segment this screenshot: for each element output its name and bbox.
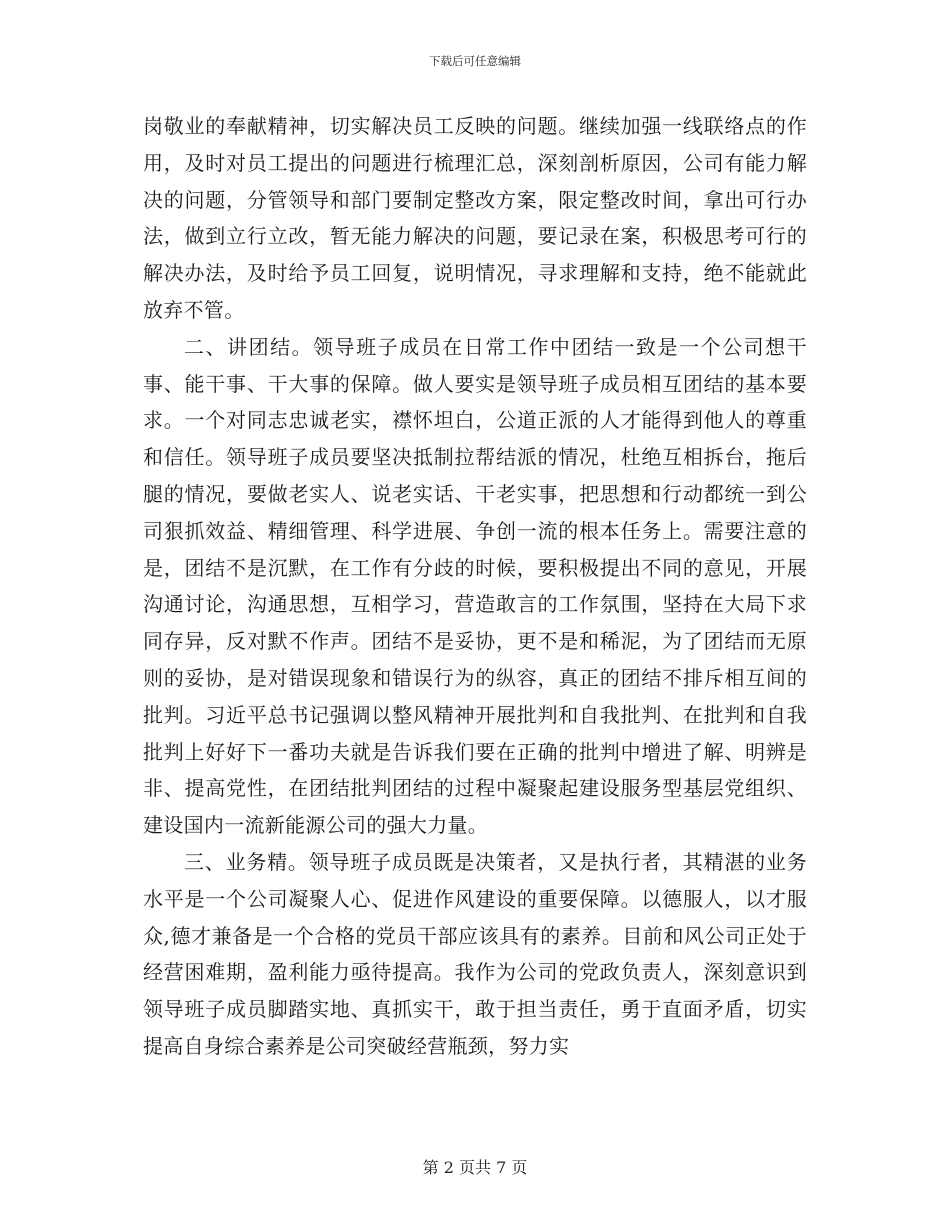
document-body bbox=[143, 108, 807, 1065]
paragraph-continuation: 岗敬业的奉献精神，切实解决员工反映的问题。继续加强一线联络点的作用，及时对员工提出的问题进行梳理汇总，深刻剖析原因，公司有能力解决的问题，分管领导和部门要制定整改方案，限定整改时间，拿出可行办法，做到立行立改，暂无能力解决的问题，要记录在案，积极思考可行的解决办法，及时给予员工回复，说明情况，寻求理解和支持，绝不能就此放弃不管。 bbox=[143, 114, 807, 322]
paragraph-unity: 二、讲团结。领导班子成员在日常工作中团结一致是一个公司想干事、能干事、干大事的保障。做人要实是领导班子成员相互团结的基本要求。一个对同志忠诚老实，襟怀坦白，公道正派的人才能得到他人的尊重和信任。领导班子成员要坚决抵制拉帮结派的情况，杜绝互相拆台，拖后腿的情况，要做老实人、说老实话、干老实事，把思想和行动都统一到公司狠抓效益、精细管理、科学进展、争创一流的根本任务上。需要注意的是，团结不是沉默，在工作有分歧的时候，要积极提出不同的意见，开展沟通讨论，沟通思想，互相学习，营造敢言的工作氛围，坚持在大局下求同存异，反对默不作声。团结不是妥协，更不是和稀泥，为了团结而无原则的妥协，是对错误现象和错误行为的纵容，真正的团结不排斥相互间的批判。习近平总书记强调以整风精神开展批判和自我批判、在批判和自我批判上好好下一番功夫就是告诉我们要在正确的批判中增进了解、明辨是非、提高党性，在团结批判团结的过程中凝聚起建设服务型基层党组织、建设国内一流新能源公司的强大力量。 bbox=[143, 334, 807, 838]
paragraph-expertise: 三、业务精。领导班子成员既是决策者，又是执行者，其精湛的业务水平是一个公司凝聚人心、促进作风建设的重要保障。以德服人，以才服众,德才兼备是一个合格的党员干部应该具有的素养。目前和风公司正处于经营困难期，盈利能力亟待提高。我作为公司的党政负责人，深刻意识到领导班子成员脚踏实地、真抓实干，敢于担当责任，勇于直面矛盾，切实提高自身综合素养是公司突破经营瓶颈，努力实 bbox=[143, 849, 807, 1058]
page-header-note: 下载后可任意编辑 bbox=[429, 54, 521, 68]
page-number: 第 2 页共 7 页 bbox=[422, 1158, 528, 1177]
